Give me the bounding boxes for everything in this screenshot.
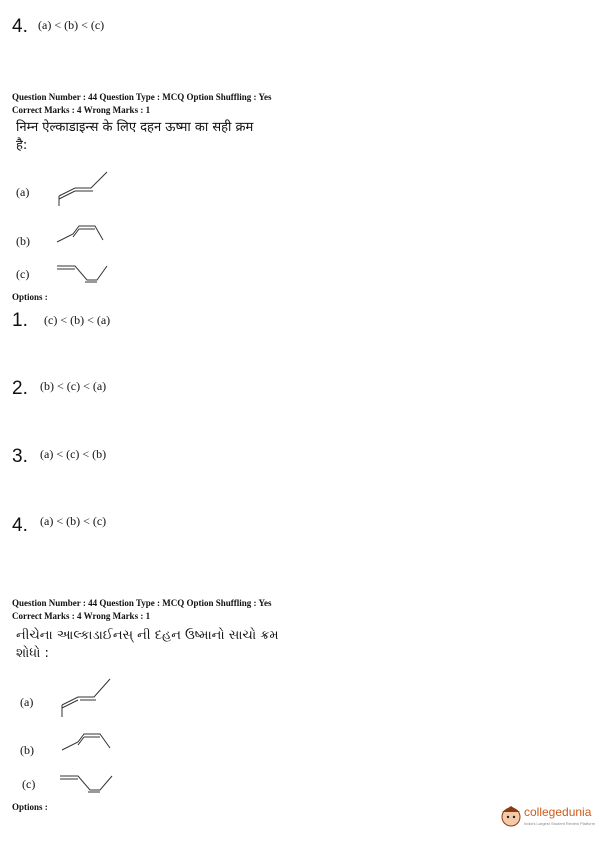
logo-name: collegedunia: [524, 805, 592, 819]
option-text: (a) < (c) < (b): [40, 447, 107, 461]
collegedunia-logo: [500, 802, 595, 832]
structure-b-drawing-2: [60, 730, 120, 760]
option-2[interactable]: [12, 378, 107, 400]
option-number: 1.: [12, 310, 28, 331]
option-number: 4.: [12, 16, 28, 37]
structure-label-a: (a): [16, 185, 30, 199]
question-line1: નીચેના આલ્કાડાઈનસ્ ની દહન ઉષ્માનો સાચો ક્રમ: [16, 628, 279, 643]
option-1[interactable]: [12, 310, 111, 332]
option-number: 3.: [12, 446, 28, 467]
option-4[interactable]: [12, 514, 107, 537]
structure-a-drawing: [55, 168, 115, 208]
structure-label-b-2: (b): [20, 743, 34, 757]
structure-b-drawing: [55, 222, 115, 252]
question-meta-2: [12, 597, 271, 623]
question-meta-line1: Question Number : 44 Question Type : MCQ Option Shuffling : Yes: [12, 92, 272, 102]
question-text: [16, 119, 253, 155]
option-text: (b) < (c) < (a): [40, 379, 107, 393]
question-line1: निम्न ऐल्काडाइन्स के लिए दहन ऊष्मा का सही क्रम: [16, 120, 254, 135]
option-number: 4.: [12, 515, 28, 536]
structure-label-a-2: (a): [20, 695, 34, 709]
logo-tagline: India's Largest Student Review Platform: [524, 821, 595, 826]
option-3[interactable]: [12, 446, 107, 468]
question-line2: શોધો :: [16, 646, 49, 661]
structure-a-drawing-2: [58, 677, 118, 719]
mascot-icon: [500, 804, 522, 828]
option-number: 2.: [12, 378, 28, 399]
structure-label-c-2: (c): [22, 777, 36, 791]
options-label-2: Options :: [12, 802, 48, 812]
structure-c-drawing: [55, 260, 115, 286]
option-text: (a) < (b) < (c): [40, 514, 107, 528]
question-meta-line2: Correct Marks : 4 Wrong Marks : 1: [12, 105, 151, 115]
top-option-4[interactable]: [12, 16, 105, 38]
option-text: (c) < (b) < (a): [44, 313, 111, 327]
question-line2: है:: [16, 138, 28, 153]
structure-c-drawing-2: [58, 770, 118, 796]
options-label: Options :: [12, 292, 48, 302]
question-meta-line1: Question Number : 44 Question Type : MCQ Option Shuffling : Yes: [12, 598, 272, 608]
question-meta: [12, 91, 271, 117]
question-text-2: [16, 627, 279, 663]
question-meta-line2: Correct Marks : 4 Wrong Marks : 1: [12, 611, 151, 621]
structure-label-b: (b): [16, 234, 30, 248]
option-text: (a) < (b) < (c): [38, 18, 105, 32]
structure-label-c: (c): [16, 267, 30, 281]
